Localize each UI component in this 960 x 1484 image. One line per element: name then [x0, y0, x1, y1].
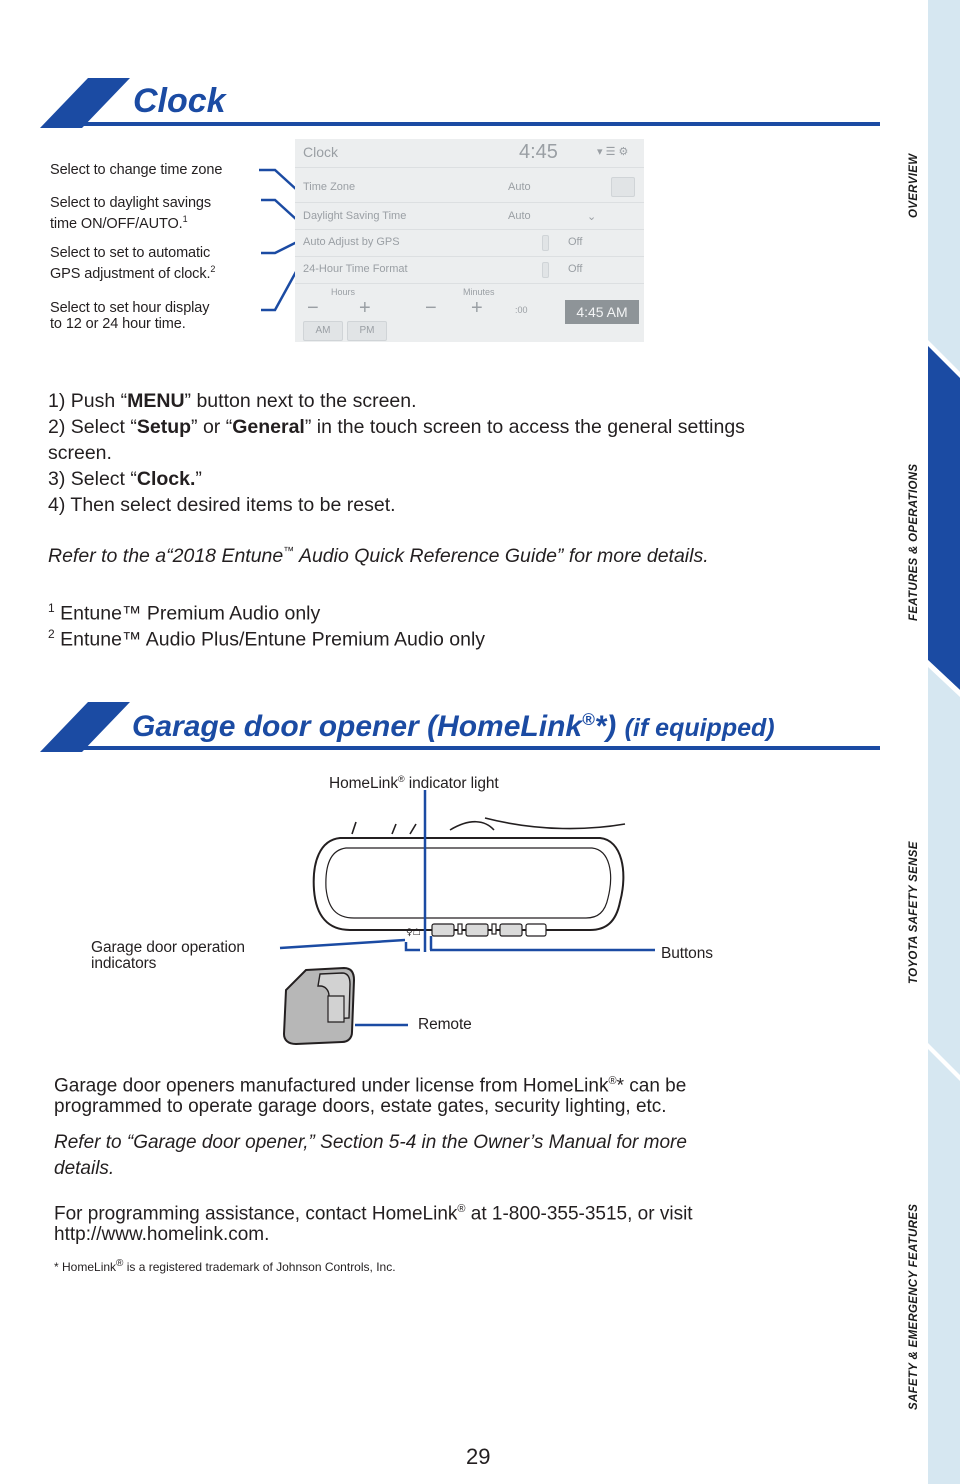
- tab-divider-3: [928, 1043, 960, 1081]
- screen-time: 4:45: [519, 141, 558, 163]
- tab-safety-emergency[interactable]: SAFETY & EMERGENCY FEATURES: [908, 1203, 920, 1410]
- callout-time-zone: Select to change time zone: [50, 162, 223, 178]
- callout-daylight-savings: Select to daylight savings time ON/OFF/AUTO.$^1$: [50, 195, 212, 232]
- screen-hour-plus[interactable]: +: [359, 297, 371, 319]
- side-tab-graphics: [880, 0, 960, 1484]
- homelink-mirror-illustration: [270, 790, 670, 1050]
- screen-am-button[interactable]: AM: [303, 321, 343, 341]
- screen-minute-plus[interactable]: +: [471, 297, 483, 319]
- homelink-remote: [284, 968, 354, 1044]
- callout-hour-display: Select to set hour display to 12 or 24 hour time.: [50, 300, 210, 332]
- screen-reset-minutes[interactable]: :00: [515, 305, 528, 315]
- screen-dropdown-icon[interactable]: ⌄: [587, 211, 597, 223]
- screen-row-time-zone[interactable]: Time Zone: [303, 181, 356, 193]
- homelink-url-link[interactable]: http://www.homelink.com.: [54, 1224, 270, 1245]
- tab-overview[interactable]: OVERVIEW: [908, 153, 920, 218]
- label-remote: Remote: [418, 1016, 472, 1033]
- screen-title: Clock: [303, 144, 339, 160]
- svg-text:♀☖: ♀☖: [406, 928, 421, 938]
- clock-step-2: 2) Select “Setup” or “General” in the touch screen to access the general settings: [48, 416, 745, 438]
- tab-features-operations[interactable]: FEATURES & OPERATIONS: [908, 463, 920, 621]
- screen-time-display: 4:45 AM: [565, 300, 639, 324]
- screen-toggle-gps[interactable]: [542, 235, 549, 251]
- screen-edit-button[interactable]: [611, 177, 635, 197]
- clock-step-2-cont: screen.: [48, 442, 112, 464]
- clock-settings-screen: Clock 4:45 ▾ ☰ ⚙ Time Zone Auto Daylight Saving Time Auto ⌄ Auto Adjust by GPS Off 24-Hour Time Format Off Hours Minutes − + − + :00 4:45 AM AM PM: [295, 139, 644, 342]
- clock-title: Clock: [133, 82, 226, 120]
- screen-row-24hour[interactable]: 24-Hour Time Format: [303, 263, 408, 275]
- rearview-mirror: [314, 838, 624, 930]
- homelink-trademark-note: * HomeLink® is a registered trademark of Johnson Controls, Inc.: [54, 1258, 396, 1274]
- screen-row-daylight[interactable]: Daylight Saving Time: [303, 210, 407, 222]
- label-buttons: Buttons: [661, 945, 713, 962]
- garage-title: Garage door opener (HomeLink®*) (if equipped): [132, 710, 775, 743]
- clock-step-4: 4) Then select desired items to be reset.: [48, 494, 396, 516]
- screen-minute-minus[interactable]: −: [425, 297, 437, 319]
- clock-footnote-1: $^1$ Entune™ Premium Audio only: [48, 601, 321, 625]
- screen-status-icons: ▾ ☰ ⚙: [597, 146, 629, 158]
- label-operation-indicators: Garage door operation indicators: [91, 939, 245, 972]
- screen-hour-minus[interactable]: −: [307, 297, 319, 319]
- garage-contact-line-1: For programming assistance, contact HomeLink® at 1-800-355-3515, or visit: [54, 1203, 693, 1225]
- screen-row-gps[interactable]: Auto Adjust by GPS: [303, 236, 400, 248]
- garage-refer-line-2: details.: [54, 1158, 115, 1179]
- callout-gps-adjust: Select to set to automatic GPS adjustment of clock.$^2$: [50, 245, 216, 282]
- clock-refer-note: Refer to the a“2018 Entune™ Audio Quick Reference Guide” for more details.: [48, 545, 709, 567]
- label-indicator-light: HomeLink® indicator light: [329, 774, 499, 793]
- garage-para-1-line-2: programmed to operate garage doors, estate gates, security lighting, etc.: [54, 1096, 667, 1117]
- page-number: 29: [466, 1444, 491, 1469]
- windshield-lines: [352, 818, 625, 834]
- screen-pm-button[interactable]: PM: [347, 321, 387, 341]
- tab-active-fill: [928, 346, 960, 690]
- clock-step-3: 3) Select “Clock.”: [48, 468, 202, 490]
- garage-para-1-line-1: Garage door openers manufactured under license from HomeLink®* can be: [54, 1075, 687, 1097]
- tab-toyota-safety-sense[interactable]: TOYOTA SAFETY SENSE: [908, 841, 920, 984]
- screen-toggle-24hour[interactable]: [542, 262, 549, 278]
- garage-refer-line-1: Refer to “Garage door opener,” Section 5-4 in the Owner’s Manual for more: [54, 1132, 687, 1153]
- clock-footnote-2: $^2$ Entune™ Audio Plus/Entune Premium Audio only: [48, 627, 486, 651]
- clock-step-1: 1) Push “MENU” button next to the screen.: [48, 390, 417, 412]
